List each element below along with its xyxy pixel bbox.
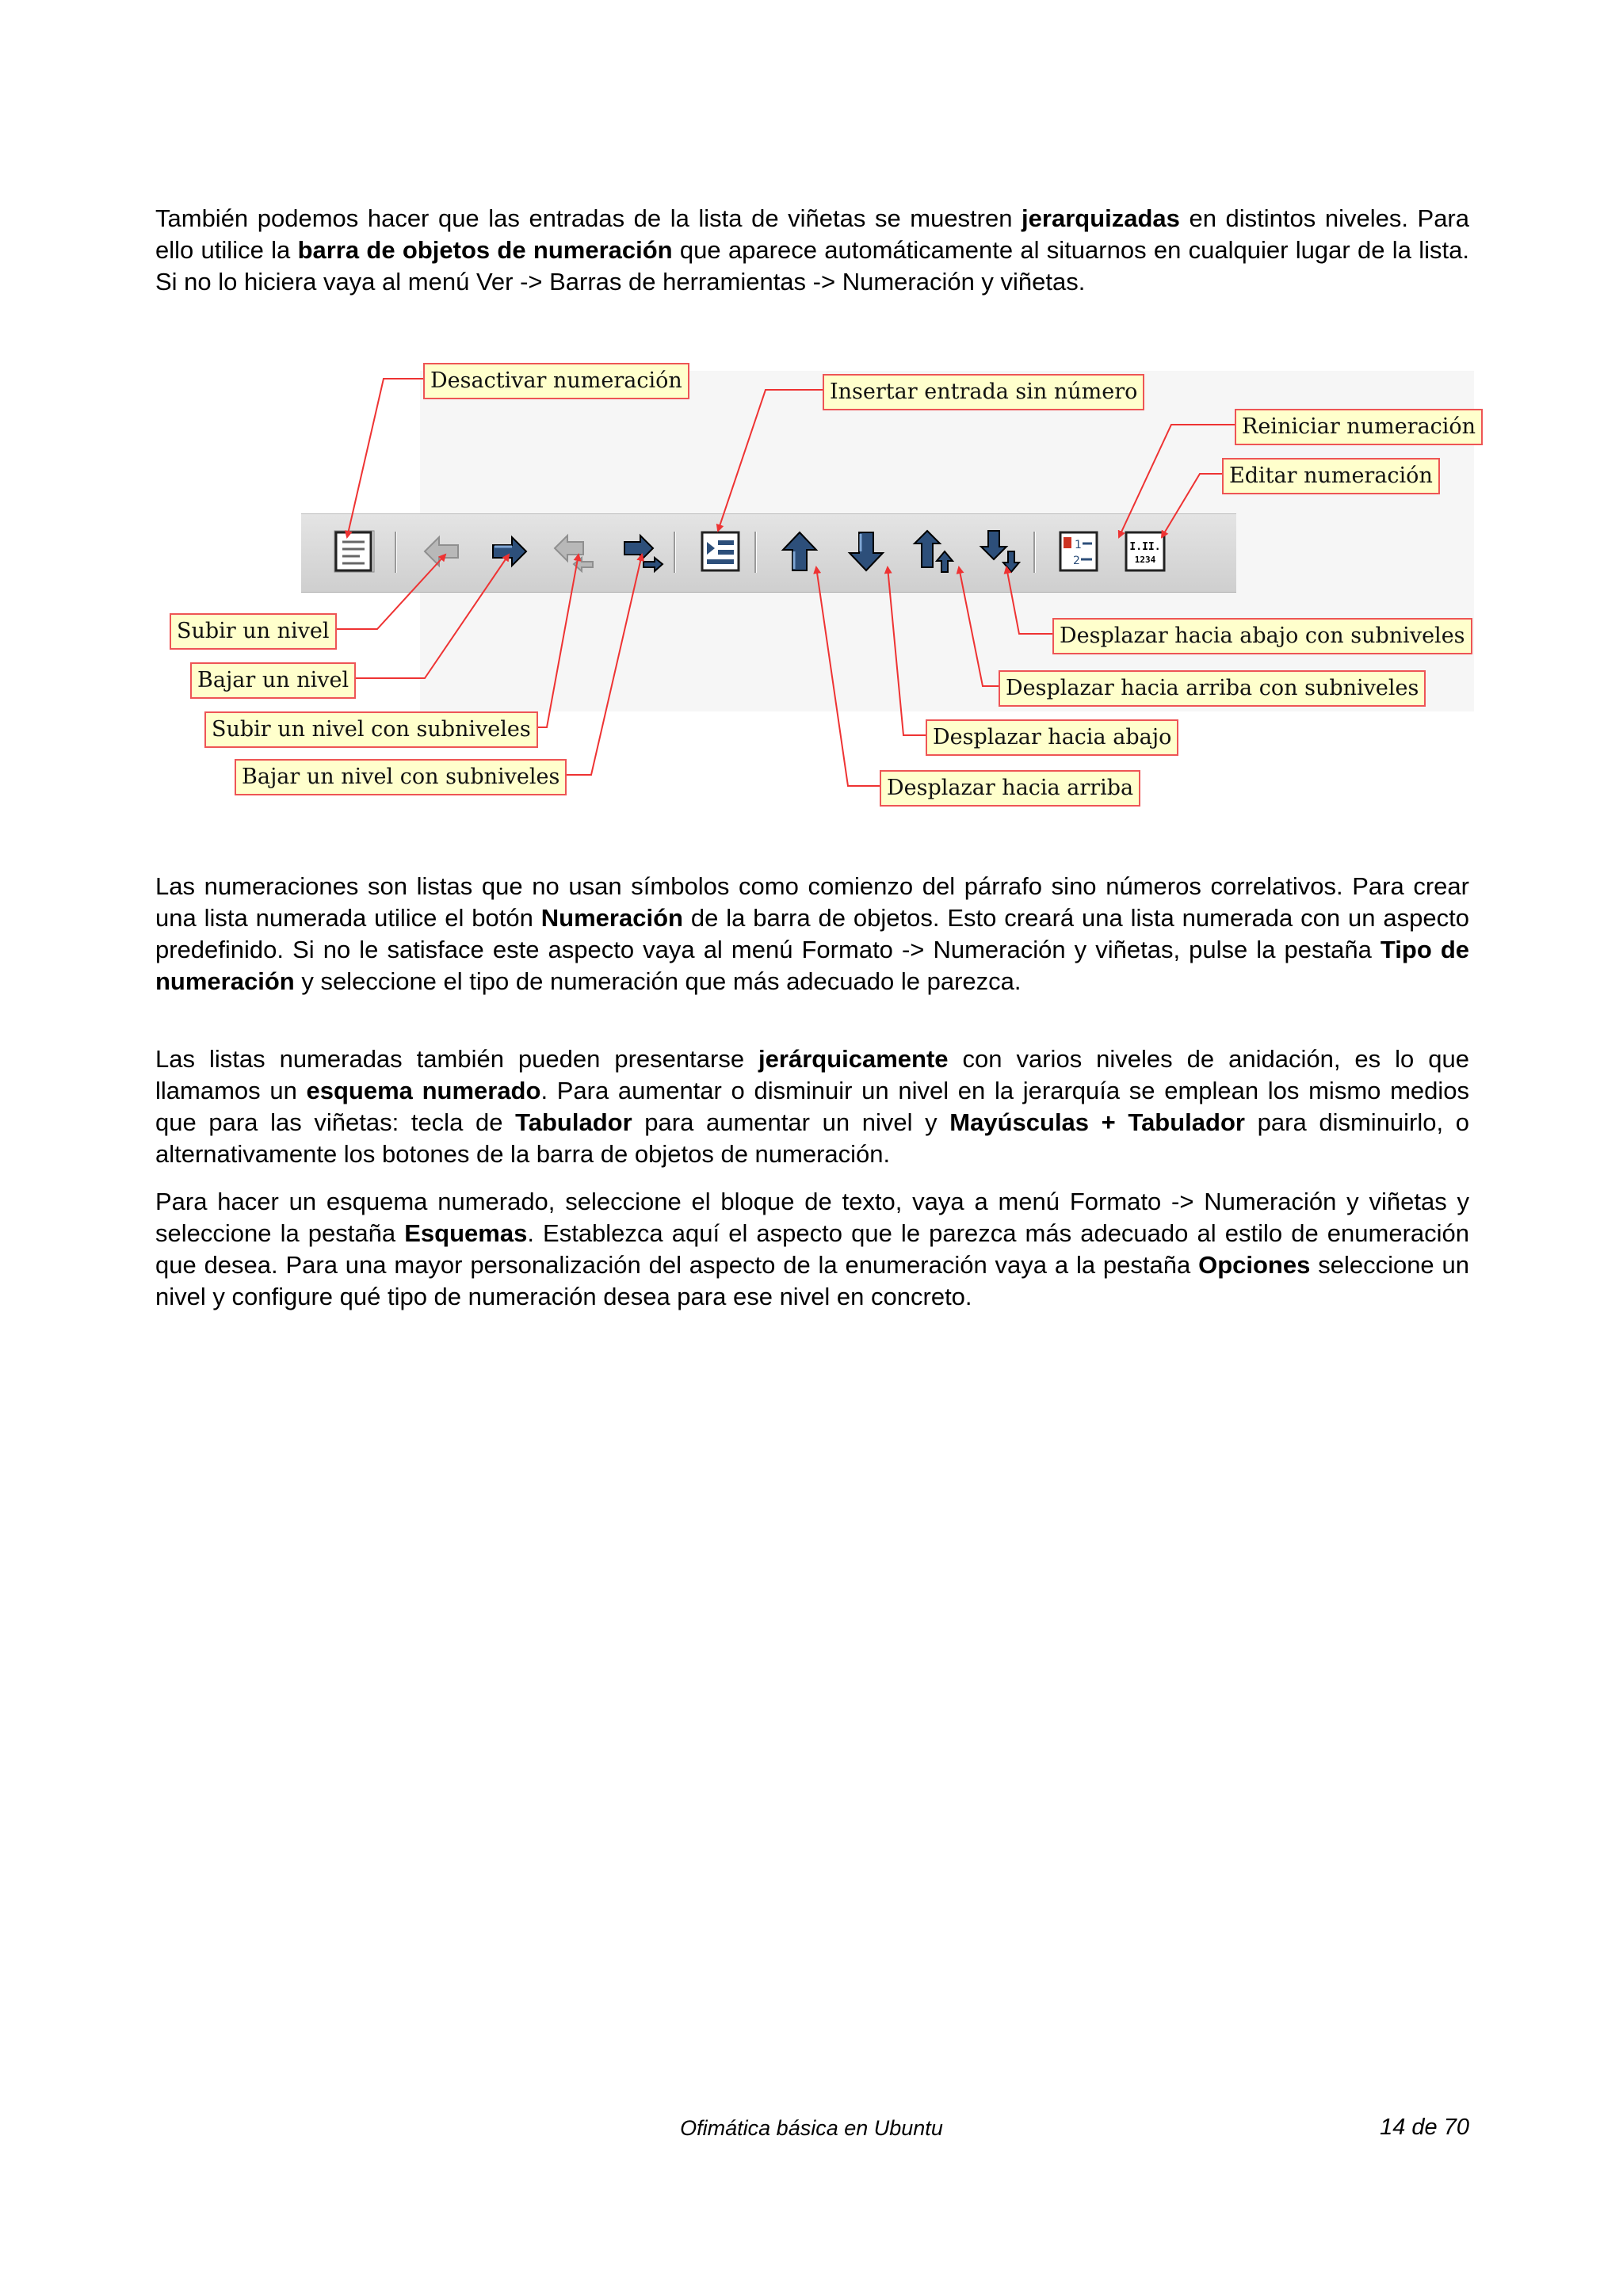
desplazar-abajo-subniveles-icon[interactable] <box>976 528 1022 575</box>
paragraph-jerarquizadas <box>155 203 1469 298</box>
bold-term: Mayúsculas + Tabulador <box>949 1108 1245 1136</box>
callout-desplazar-arriba: Desplazar hacia arriba <box>880 770 1140 807</box>
desactivar-numeracion-icon[interactable] <box>331 528 377 575</box>
text-run: que aparece automáticamente al situarnos en cualquier lugar de la lista. Si no lo hiciera vaya al menú Ver -> Barras de herramientas -> Numeración y viñetas. <box>155 236 1469 296</box>
callout-bajar-nivel-subniveles: Bajar un nivel con subniveles <box>235 759 567 795</box>
text-run: para disminuirlo, o alternativamente los botones de la barra de objetos de numeración. <box>155 1108 1469 1168</box>
toolbar-separator <box>754 532 757 573</box>
bold-term: Esquemas <box>404 1219 528 1247</box>
svg-text:1: 1 <box>1075 539 1082 551</box>
text-run: y seleccione el tipo de numeración que más adecuado le parezca. <box>294 967 1022 995</box>
desplazar-abajo-icon[interactable] <box>843 528 889 575</box>
callout-editar-numeracion: Editar numeración <box>1222 458 1440 494</box>
toolbar-separator <box>674 532 676 573</box>
edit-icon-top-text: I.II. <box>1129 541 1161 553</box>
reiniciar-numeracion-icon[interactable] <box>1056 528 1102 575</box>
paragraph-listas-jerarquicas <box>155 1043 1469 1170</box>
footer-page-number: 14 de 70 <box>1380 2115 1469 2140</box>
bold-term: jerárquicamente <box>758 1045 949 1073</box>
callout-desplazar-arriba-subniveles: Desplazar hacia arriba con subniveles <box>999 670 1426 707</box>
subir-nivel-icon[interactable] <box>420 528 466 575</box>
callout-subir-nivel: Subir un nivel <box>170 613 337 650</box>
text-run: . Establezca aquí el aspecto que le parezca más adecuado al estilo de enumeración que desea. Para una mayor personalización del aspecto de la enumeración vaya a la pestaña <box>155 1219 1469 1279</box>
callout-subir-nivel-subniveles: Subir un nivel con subniveles <box>204 711 538 748</box>
text-run: con varios niveles de anidación, es lo que llamamos un <box>155 1045 1469 1104</box>
text-run: Las listas numeradas también pueden presentarse <box>155 1045 759 1073</box>
callout-desplazar-abajo: Desplazar hacia abajo <box>926 719 1178 756</box>
bold-term: Opciones <box>1198 1251 1311 1279</box>
bold-term: Tipo de numeración <box>155 936 1469 995</box>
bold-term: barra de objetos de numeración <box>297 236 673 264</box>
text-run: Para hacer un esquema numerado, seleccione el bloque de texto, vaya a menú Formato -> Numeración y viñetas y seleccione la pestaña <box>155 1188 1469 1247</box>
bajar-nivel-icon[interactable] <box>485 528 531 575</box>
callout-bajar-nivel: Bajar un nivel <box>190 662 356 699</box>
editar-numeracion-icon[interactable] <box>1122 528 1168 575</box>
text-run: También podemos hacer que las entradas de la lista de viñetas se muestren <box>155 204 1022 232</box>
bold-term: esquema numerado <box>306 1077 541 1104</box>
numbering-toolbar-figure <box>158 355 1474 807</box>
text-run: de la barra de objetos. Esto creará una lista numerada con un aspecto predefinido. Si no le satisface este aspecto vaya al menú Formato -> Numeración y viñetas, pulse la pestaña <box>155 904 1469 963</box>
text-run: en distintos niveles. Para ello utilice la <box>155 204 1469 264</box>
insertar-entrada-sin-numero-icon[interactable] <box>697 528 743 575</box>
footer-document-title: Ofimática básica en Ubuntu <box>680 2116 943 2140</box>
edit-icon-bottom-text: 1234 <box>1134 555 1156 565</box>
numbering-objects-toolbar <box>301 513 1236 593</box>
text-run: Las numeraciones son listas que no usan símbolos como comienzo del párrafo sino números correlativos. Para crear una lista numerada utilice el botón <box>155 872 1469 932</box>
callout-insertar-entrada-sin-numero: Insertar entrada sin número <box>823 374 1144 410</box>
bold-term: jerarquizadas <box>1022 204 1180 232</box>
callout-desplazar-abajo-subniveles: Desplazar hacia abajo con subniveles <box>1052 618 1472 654</box>
bold-term: Numeración <box>540 904 683 932</box>
paragraph-esquema-numerado <box>155 1186 1469 1313</box>
bajar-nivel-subniveles-icon[interactable] <box>618 528 664 575</box>
callout-desactivar-numeracion: Desactivar numeración <box>423 363 689 399</box>
bold-term: Tabulador <box>515 1108 632 1136</box>
paragraph-numeraciones <box>155 871 1469 997</box>
subir-nivel-subniveles-icon[interactable] <box>552 528 598 575</box>
toolbar-separator <box>1033 532 1036 573</box>
text-run: seleccione un nivel y configure qué tipo de numeración desea para ese nivel en concreto. <box>155 1251 1470 1310</box>
callout-reiniciar-numeracion: Reiniciar numeración <box>1235 409 1483 445</box>
text-run: para aumentar un nivel y <box>632 1108 950 1136</box>
text-run: . Para aumentar o disminuir un nivel en la jerarquía se emplean los mismo medios que para las viñetas: tecla de <box>155 1077 1469 1136</box>
desplazar-arriba-subniveles-icon[interactable] <box>910 528 956 575</box>
toolbar-separator <box>395 532 397 573</box>
svg-text:2: 2 <box>1073 555 1080 567</box>
desplazar-arriba-icon[interactable] <box>777 528 823 575</box>
